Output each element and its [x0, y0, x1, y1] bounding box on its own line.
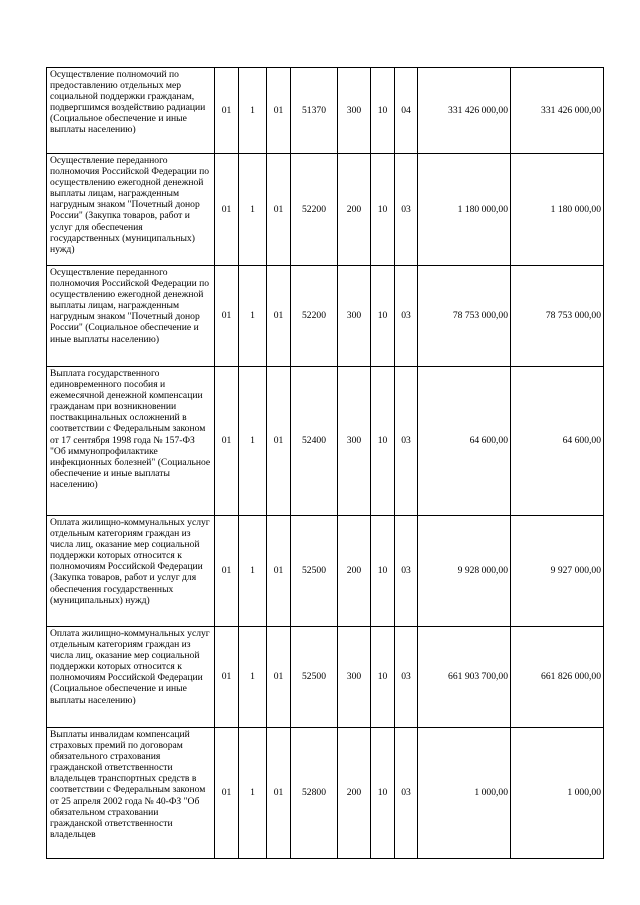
- row-description: Выплата государственного единовременного пособия и ежемесячной денежной компенсации гражданам при возникновении поствакцинальных осложнений в соответствии с Федеральным законом от 17 сентября 1998 года № 157-ФЗ "Об иммунопрофилактике инфекционных болезней" (Социальное обеспечение и иные выплаты населению): [47, 367, 215, 516]
- amount-first: 9 928 000,00: [418, 516, 511, 627]
- table-row: [47, 516, 604, 627]
- direction-code: 51370: [291, 68, 338, 154]
- table-row: [47, 728, 604, 859]
- subsection-code: 03: [395, 367, 418, 516]
- expense-type-code: 200: [338, 728, 371, 859]
- subsection-code: 03: [395, 516, 418, 627]
- program-code: 01: [215, 728, 239, 859]
- amount-second: 78 753 000,00: [511, 266, 604, 367]
- expense-type-code: 200: [338, 154, 371, 266]
- program-code: 01: [215, 154, 239, 266]
- table-row: [47, 68, 604, 154]
- section-code: 10: [371, 728, 395, 859]
- amount-second: 331 426 000,00: [511, 68, 604, 154]
- amount-second: 1 180 000,00: [511, 154, 604, 266]
- expense-type-code: 200: [338, 516, 371, 627]
- event-code: 01: [267, 367, 291, 516]
- section-code: 10: [371, 154, 395, 266]
- direction-code: 52500: [291, 516, 338, 627]
- amount-first: 1 180 000,00: [418, 154, 511, 266]
- row-description: Выплаты инвалидам компенсаций страховых премий по договорам обязательного страхования гражданской ответственности владельцев транспортных средств в соответствии с Федеральным законом от 25 апреля 2002 года № 40-ФЗ "Об обязательном страховании гражданской ответственности владельцев: [47, 728, 215, 859]
- subprogram-code: 1: [239, 266, 267, 367]
- program-code: 01: [215, 266, 239, 367]
- row-description: Осуществление полномочий по предоставлению отдельных мер социальной поддержки гражданам, подвергшимся воздействию радиации (Социальное обеспечение и иные выплаты населению): [47, 68, 215, 154]
- program-code: 01: [215, 68, 239, 154]
- event-code: 01: [267, 728, 291, 859]
- budget-table: [46, 67, 604, 859]
- event-code: 01: [267, 627, 291, 728]
- expense-type-code: 300: [338, 68, 371, 154]
- section-code: 10: [371, 266, 395, 367]
- section-code: 10: [371, 516, 395, 627]
- table-row: [47, 367, 604, 516]
- subprogram-code: 1: [239, 627, 267, 728]
- subprogram-code: 1: [239, 728, 267, 859]
- expense-type-code: 300: [338, 627, 371, 728]
- amount-first: 1 000,00: [418, 728, 511, 859]
- subprogram-code: 1: [239, 154, 267, 266]
- expense-type-code: 300: [338, 367, 371, 516]
- row-description: Оплата жилищно-коммунальных услуг отдельным категориям граждан из числа лиц, оказание мер социальной поддержки которых относится к полномочиям Российской Федерации (Социальное обеспечение и иные выплаты населению): [47, 627, 215, 728]
- direction-code: 52500: [291, 627, 338, 728]
- subprogram-code: 1: [239, 68, 267, 154]
- table-row: [47, 627, 604, 728]
- direction-code: 52200: [291, 154, 338, 266]
- amount-first: 331 426 000,00: [418, 68, 511, 154]
- event-code: 01: [267, 266, 291, 367]
- subprogram-code: 1: [239, 367, 267, 516]
- subsection-code: 03: [395, 154, 418, 266]
- amount-first: 661 903 700,00: [418, 627, 511, 728]
- direction-code: 52200: [291, 266, 338, 367]
- amount-second: 661 826 000,00: [511, 627, 604, 728]
- amount-first: 64 600,00: [418, 367, 511, 516]
- subsection-code: 03: [395, 728, 418, 859]
- amount-first: 78 753 000,00: [418, 266, 511, 367]
- section-code: 10: [371, 367, 395, 516]
- program-code: 01: [215, 516, 239, 627]
- subsection-code: 03: [395, 266, 418, 367]
- program-code: 01: [215, 367, 239, 516]
- expense-type-code: 300: [338, 266, 371, 367]
- amount-second: 64 600,00: [511, 367, 604, 516]
- table-row: [47, 154, 604, 266]
- amount-second: 1 000,00: [511, 728, 604, 859]
- row-description: Осуществление переданного полномочия Российской Федерации по осуществлению ежегодной денежной выплаты лицам, награжденным нагрудным знаком "Почетный донор России" (Социальное обеспечение и иные выплаты населению): [47, 266, 215, 367]
- event-code: 01: [267, 516, 291, 627]
- row-description: Осуществление переданного полномочия Российской Федерации по осуществлению ежегодной денежной выплаты лицам, награжденным нагрудным знаком "Почетный донор России" (Закупка товаров, работ и услуг для обеспечения государственных (муниципальных) нужд): [47, 154, 215, 266]
- direction-code: 52800: [291, 728, 338, 859]
- section-code: 10: [371, 627, 395, 728]
- program-code: 01: [215, 627, 239, 728]
- event-code: 01: [267, 68, 291, 154]
- subprogram-code: 1: [239, 516, 267, 627]
- section-code: 10: [371, 68, 395, 154]
- amount-second: 9 927 000,00: [511, 516, 604, 627]
- table-row: [47, 266, 604, 367]
- subsection-code: 04: [395, 68, 418, 154]
- subsection-code: 03: [395, 627, 418, 728]
- row-description: Оплата жилищно-коммунальных услуг отдельным категориям граждан из числа лиц, оказание мер социальной поддержки которых относится к полномочиям Российской Федерации (Закупка товаров, работ и услуг для обеспечения государственных (муниципальных) нужд): [47, 516, 215, 627]
- event-code: 01: [267, 154, 291, 266]
- direction-code: 52400: [291, 367, 338, 516]
